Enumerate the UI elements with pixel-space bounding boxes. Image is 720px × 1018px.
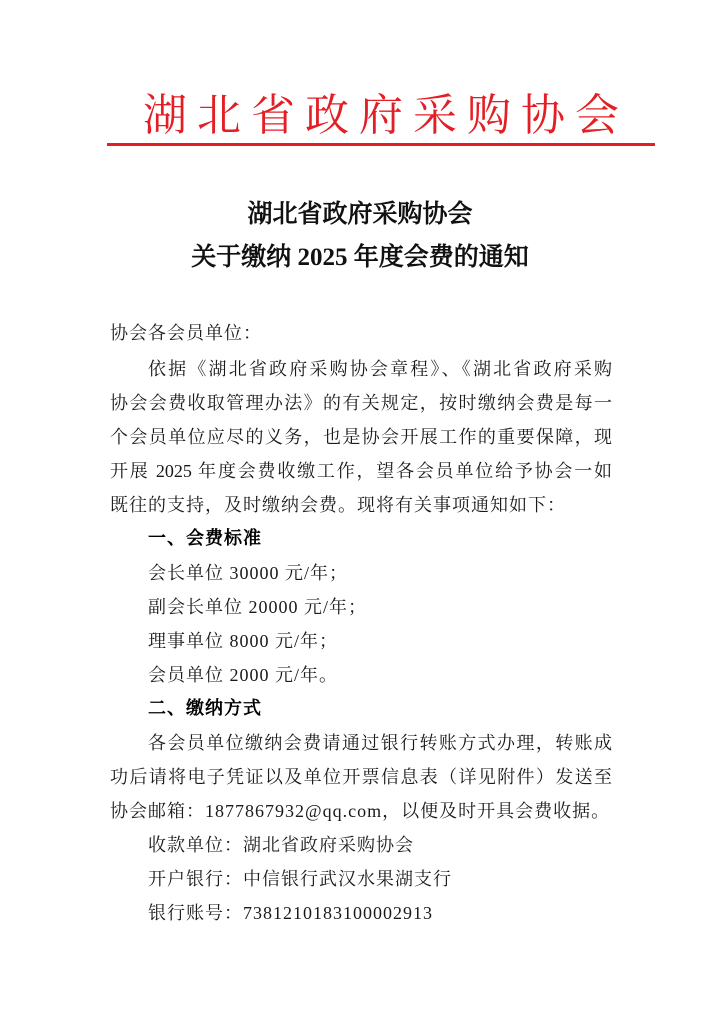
section-heading-payment-method: 二、缴纳方式 [148, 698, 262, 719]
payment-paragraph-line: 各会员单位缴纳会费请通过银行转账方式办理，转账成 [148, 733, 612, 753]
bank-account-number: 银行账号：7381210183100002913 [148, 903, 433, 923]
intro-paragraph-line: 依据《湖北省政府采购协会章程》、《湖北省政府采购 [148, 359, 612, 379]
payment-paragraph-line: 功后请将电子凭证以及单位开票信息表（详见附件）发送至 [110, 767, 612, 787]
intro-paragraph-line: 既往的支持，及时缴纳会费。现将有关事项通知如下： [110, 495, 566, 515]
intro-paragraph-line: 开展 2025 年度会费收缴工作，望各会员单位给予协会一如 [110, 461, 612, 481]
fee-item: 副会长单位 20000 元/年； [148, 597, 368, 617]
bank-name: 开户银行：中信银行武汉水果湖支行 [148, 869, 452, 889]
title-line-subject: 关于缴纳 2025 年度会费的通知 [191, 244, 529, 271]
payee-name: 收款单位：湖北省政府采购协会 [148, 835, 414, 855]
notice-title [0, 193, 720, 279]
masthead-red-rule [107, 143, 655, 146]
fee-item: 理事单位 8000 元/年； [148, 631, 339, 651]
notice-body [110, 316, 612, 930]
payment-paragraph-line: 协会邮箱：1877867932@qq.com，以便及时开具会费收据。 [110, 801, 611, 821]
salutation: 协会各会员单位： [110, 323, 262, 343]
intro-paragraph-line: 协会会费收取管理办法》的有关规定，按时缴纳会费是每一 [110, 393, 612, 413]
masthead-org-name: 湖北省政府采购协会 [143, 91, 629, 140]
intro-paragraph-line: 个会员单位应尽的义务，也是协会开展工作的重要保障，现 [110, 427, 612, 447]
section-heading-fee-standard: 一、会费标准 [148, 528, 262, 549]
fee-item: 会长单位 30000 元/年； [148, 563, 349, 583]
fee-item: 会员单位 2000 元/年。 [148, 665, 339, 685]
title-line-org: 湖北省政府采购协会 [247, 201, 473, 228]
